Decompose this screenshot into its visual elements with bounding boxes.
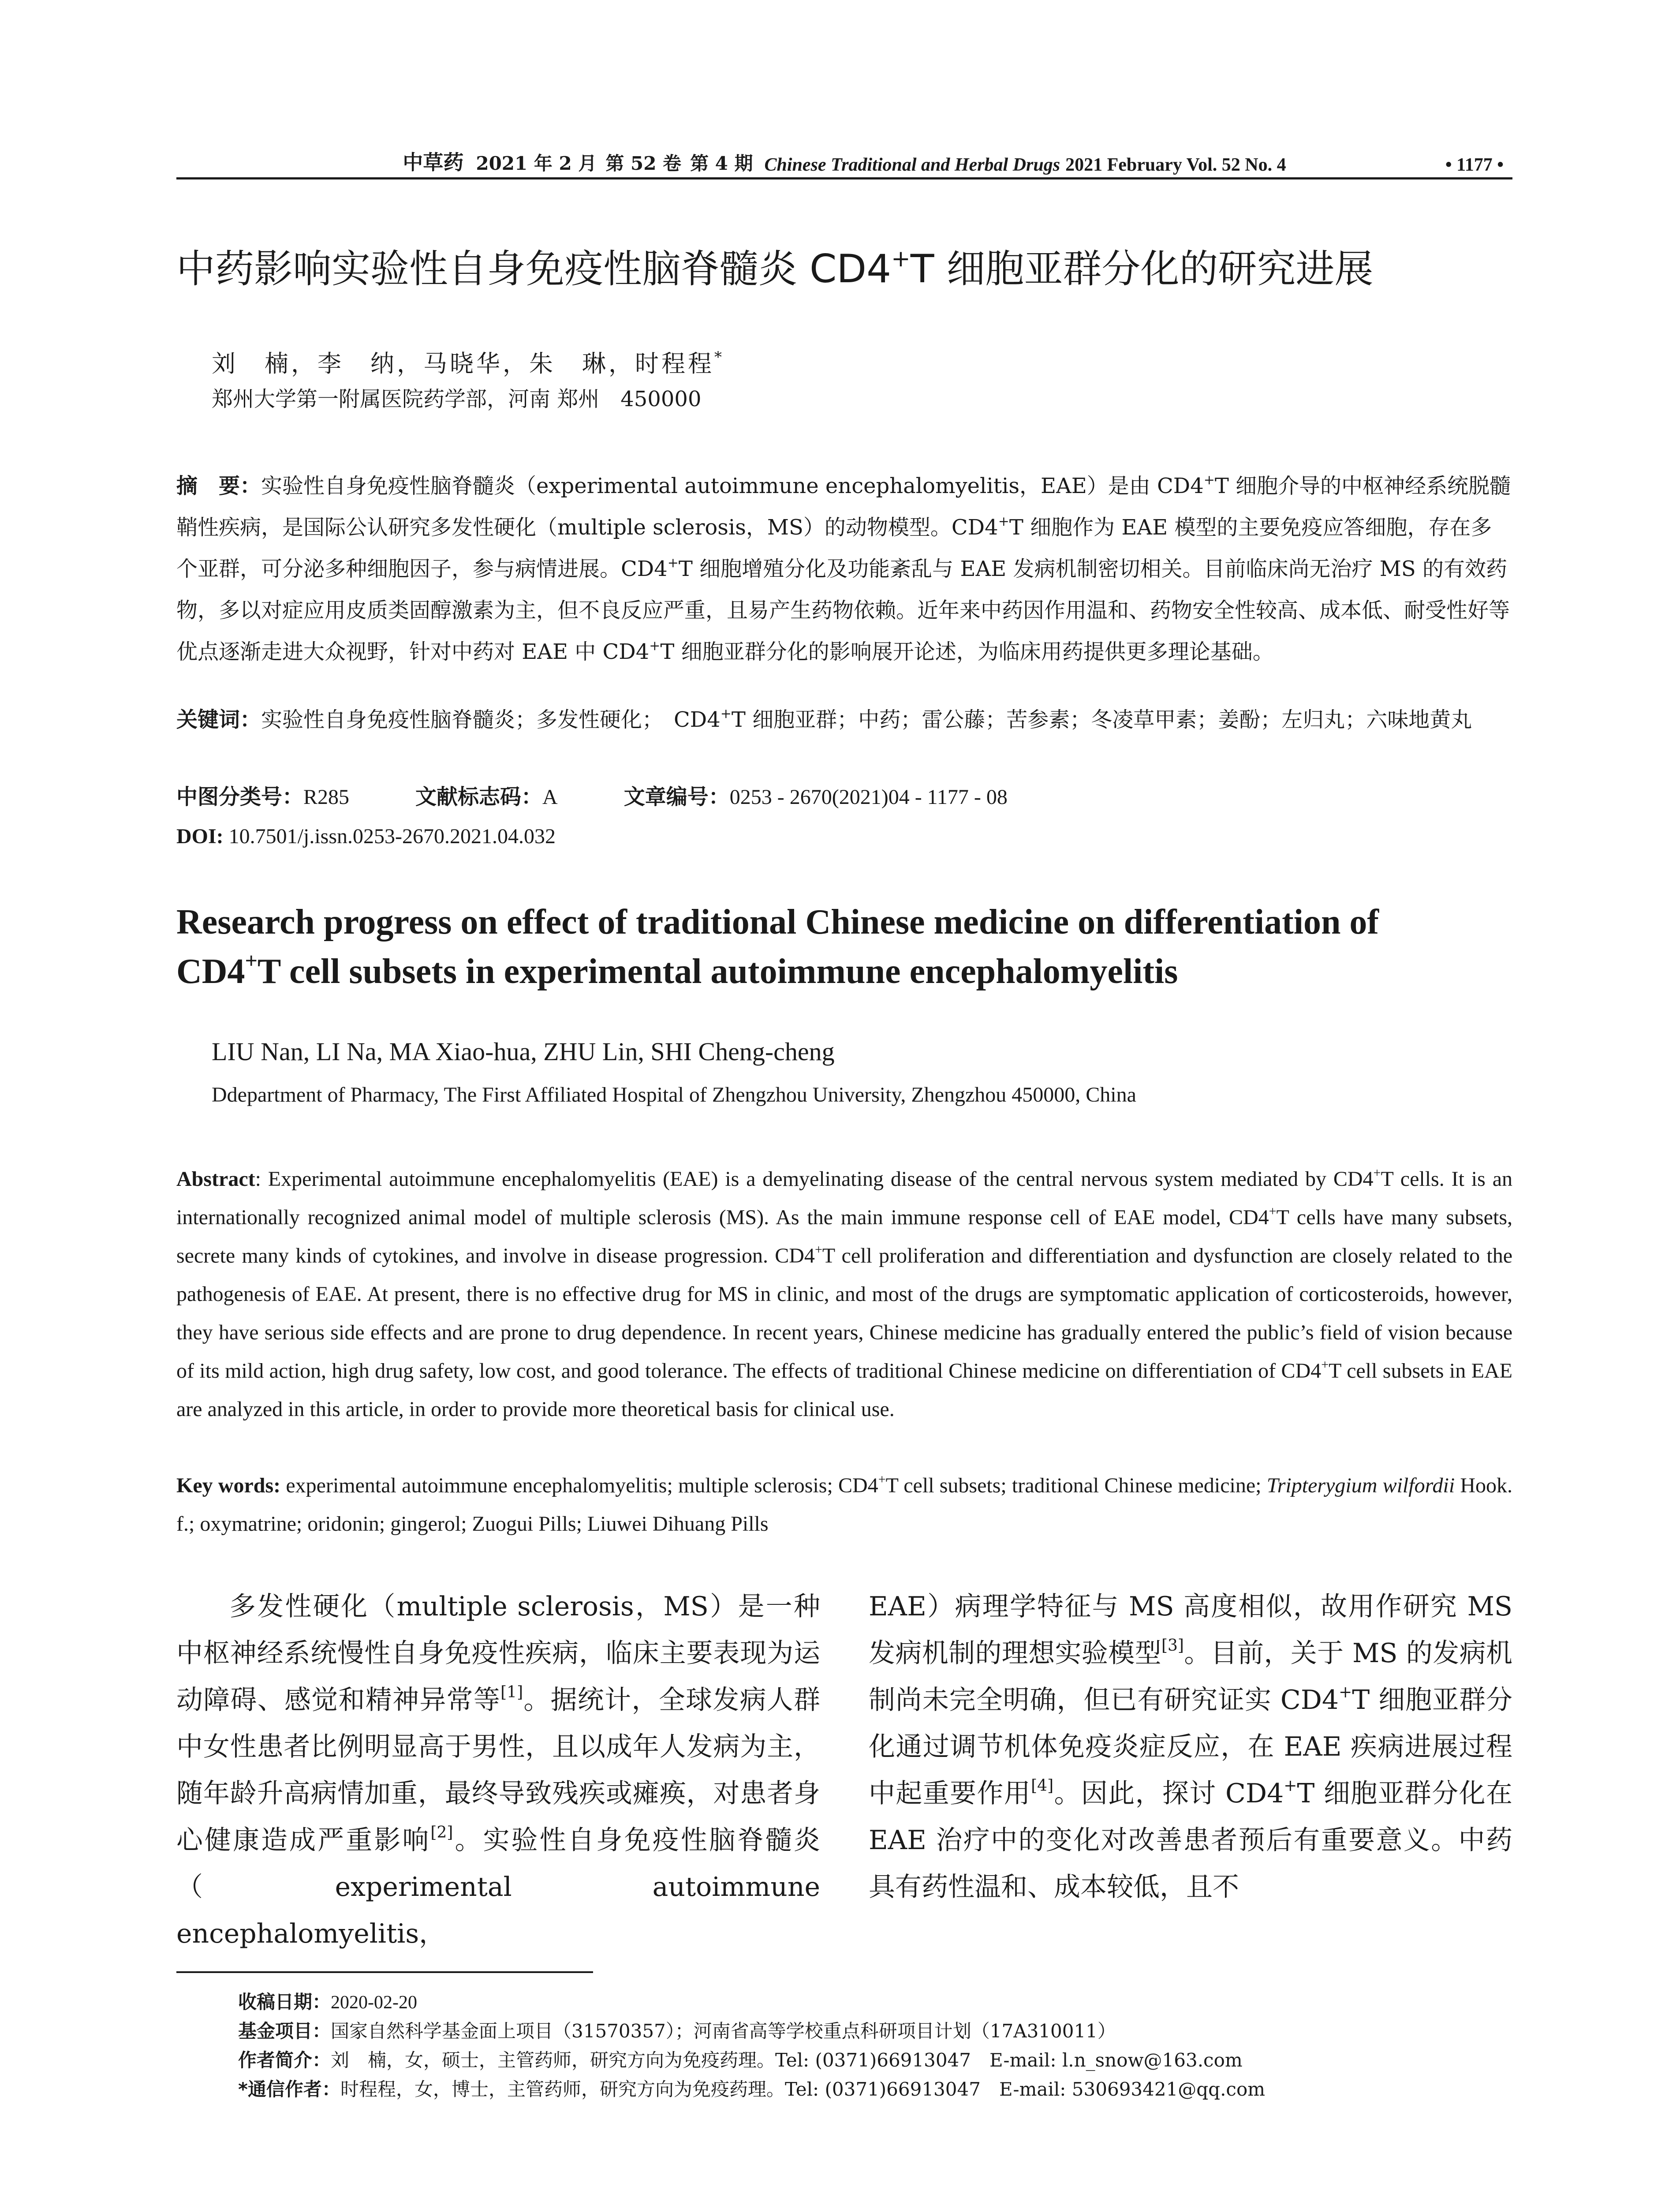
body-column-left (176, 1583, 820, 1957)
abstract-en-text-5: T cell subsets in EAE are analyzed in this article, in order to provide more theoretical basis for clinical use. (176, 1359, 1513, 1421)
doi-label: DOI: (176, 825, 224, 848)
body-left-text-3: 。实验性自身免疫性脑脊髓炎（experimental autoimmune encephalomyelitis， (176, 1825, 821, 1949)
page-number: • 1177 • (1445, 155, 1504, 175)
classification-line (176, 776, 1512, 818)
clc-label: 中图分类号： (176, 785, 304, 809)
title-en (176, 897, 1512, 996)
keywords-en-sup: + (878, 1472, 886, 1487)
doi-line (176, 816, 1512, 857)
document-code-label: 文献标志码： (415, 785, 543, 809)
body-right-text-2: 。目前，关于 MS 的发病机制尚未完全明确，但已有研究证实 CD4 (869, 1638, 1513, 1715)
journal-name-en: Chinese Traditional and Herbal Drugs (764, 155, 1060, 175)
abstract-en-sup-2: + (1269, 1204, 1277, 1218)
keywords-cn-label: 关键词： (176, 707, 261, 732)
abstract-cn-text-4: T 细胞增殖分化及功能紊乱与 EAE 发病机制密切相关。目前临床尚无治疗 MS 的有效药物，多以对症应用皮质类固醇激素为主，但不良反应严重，且易产生药物依赖。近年来中药因作用温和、药物安全性较高、成本低、耐受性好等优点逐渐走进大众视野，针对中药对 EAE 中 CD4 (176, 557, 1510, 664)
title-en-cd4: CD4 (176, 952, 245, 991)
citation-4[interactable]: [4] (1031, 1777, 1054, 1795)
keywords-en-text-3: Hook. f.; oxymatrine; oridonin; gingerol; Zuogui Pills; Liuwei Dihuang Pills (176, 1474, 1513, 1536)
received-label: 收稿日期： (238, 1991, 331, 2013)
footnote-author (238, 2046, 1243, 2074)
abstract-cn-text-1: 实验性自身免疫性脑脊髓炎（experimental autoimmune encephalomyelitis，EAE）是由 CD4 (261, 474, 1204, 498)
title-en-line1: Research progress on effect of traditional Chinese medicine on differentiation of (176, 903, 1379, 942)
keywords-cn-text-2: T 细胞亚群；中药；雷公藤；苦参素；冬凌草甲素；姜酚；左归丸；六味地黄丸 (731, 707, 1472, 732)
body-left-text-2: 。据统计，全球发病人群中女性患者比例明显高于男性，且以成年人发病为主，随年龄升高病情加重，最终导致残疾或瘫痪，对患者身心健康造成严重影响 (176, 1685, 821, 1856)
running-header (176, 140, 1512, 176)
citation-2[interactable]: [2] (430, 1824, 453, 1842)
footnote-received (238, 1988, 417, 2017)
body-column-right (869, 1583, 1512, 1910)
footnote-fund (238, 2017, 1116, 2045)
abstract-en-sup-4: + (1321, 1357, 1329, 1372)
body-left-text-1: 多发性硬化（multiple sclerosis，MS）是一种中枢神经系统慢性自身免疫性疾病，临床主要表现为运动障碍、感觉和精神异常等 (176, 1591, 820, 1715)
body-right-text-4: 。因此，探讨 CD4 (1053, 1778, 1284, 1809)
keywords-cn (176, 699, 1512, 740)
corresponding-label: *通信作者： (238, 2078, 340, 2100)
abstract-en-sup-3: + (814, 1242, 822, 1257)
abstract-en-label: Abstract (176, 1167, 255, 1191)
affiliation-cn: 郑州大学第一附属医院药学部，河南 郑州 450000 (212, 387, 702, 411)
authors-cn-names: 刘 楠，李 纳，马晓华，朱 琳，时程程 (212, 350, 714, 377)
clc-value: R285 (303, 785, 350, 809)
journal-brand: 中草药 (403, 150, 464, 174)
header-rule (176, 177, 1512, 179)
citation-3[interactable]: [3] (1161, 1637, 1184, 1655)
issue-cn-number: 第 4 期 (690, 153, 753, 174)
keywords-cn-text-1: 实验性自身免疫性脑脊髓炎；多发性硬化； CD4 (261, 707, 721, 732)
received-value: 2020-02-20 (331, 1992, 417, 2013)
abstract-cn (176, 465, 1512, 673)
authors-cn (212, 340, 724, 381)
abstract-en-text-3: T cells have many subsets, secrete many kinds of cytokines, and involve in disease progression. CD4 (176, 1206, 1513, 1267)
keywords-en-text-2: T cell subsets; traditional Chinese medicine; (885, 1474, 1267, 1497)
footnote-corresponding (238, 2075, 1265, 2104)
title-cn-part2: T 细胞亚群分化的研究进展 (910, 246, 1374, 292)
author-bio-label: 作者简介： (238, 2049, 331, 2071)
footnote-rule (176, 1971, 593, 1973)
abstract-cn-sup-4: + (649, 638, 661, 654)
body-right-text-3: T 细胞亚群分化通过调节机体免疫炎症反应，在 EAE 疾病进展过程中起重要作用 (869, 1685, 1512, 1809)
abstract-en (176, 1160, 1512, 1428)
body-right-text-5: T 细胞亚群分化在 EAE 治疗中的变化对改善患者预后有重要意义。中药具有药性温和、成本较低，且不 (869, 1778, 1513, 1902)
abstract-en-text-2: T cells. It is an internationally recognized animal model of multiple sclerosis (MS). As the main immune response cell of EAE model, CD4 (176, 1167, 1512, 1229)
title-en-superscript: + (245, 948, 258, 973)
citation-1[interactable]: [1] (500, 1683, 523, 1701)
fund-value: 国家自然科学基金面上项目（31570357）；河南省高等学校重点科研项目计划（17A310011） (331, 2020, 1116, 2042)
authors-en: LIU Nan, LI Na, MA Xiao-hua, ZHU Lin, SHI Cheng-cheng (212, 1037, 835, 1066)
abstract-cn-sup-3: + (667, 555, 679, 571)
body-right-sup-2: + (1284, 1777, 1297, 1795)
abstract-cn-text-3: T 细胞作为 EAE 模型的主要免疫应答细胞，存在多个亚群，可分泌多种细胞因子，参与病情进展。CD4 (176, 515, 1492, 581)
article-id-value: 0253 - 2670(2021)04 - 1177 - 08 (729, 785, 1008, 809)
body-right-text-1: EAE）病理学特征与 MS 高度相似，故用作研究 MS 发病机制的理想实验模型 (869, 1591, 1512, 1669)
fund-label: 基金项目： (238, 2020, 331, 2042)
title-cn (176, 240, 1512, 298)
title-en-line2: T cell subsets in experimental autoimmune encephalomyelitis (258, 952, 1178, 991)
keywords-cn-sup: + (720, 706, 732, 721)
keywords-en-label: Key words: (176, 1474, 281, 1497)
corresponding-value: 时程程，女，博士，主管药师，研究方向为免疫药理。Tel: (0371)66913047 E-mail: 530693421@qq.com (340, 2078, 1266, 2100)
abstract-cn-text-5: T 细胞亚群分化的影响展开论述，为临床用药提供更多理论基础。 (660, 639, 1274, 664)
title-cn-superscript: + (891, 246, 911, 272)
abstract-cn-label: 摘 要： (176, 474, 261, 498)
body-right-sup-1: + (1339, 1683, 1352, 1701)
keywords-en-italic: Tripterygium wilfordii (1266, 1474, 1455, 1497)
keywords-en (176, 1466, 1512, 1543)
doi-value[interactable]: 10.7501/j.issn.0253-2670.2021.04.032 (223, 825, 556, 848)
abstract-cn-sup-1: + (1203, 472, 1215, 488)
title-cn-part1: 中药影响实验性自身免疫性脑脊髓炎 CD4 (176, 246, 892, 292)
abstract-en-text-4: T cell proliferation and differentiation and dysfunction are closely related to the pathogenesis of EAE. At present, there is no effective drug for MS in clinic, and most of the drugs are symptomatic application of corticosteroids, however, they have serious side effects and are prone to drug dependence. In recent years, Chinese medicine has gradually entered the public’s field of vision because of its mild action, high drug safety, low cost, and good tolerance. The effects of traditional Chinese medicine on differentiation of CD4 (176, 1244, 1512, 1383)
issue-cn-volume: 第 52 卷 (605, 153, 682, 174)
article-id-label: 文章编号： (623, 785, 730, 809)
abstract-cn-text-2: T 细胞介导的中枢神经系统脱髓鞘性疾病，是国际公认研究多发性硬化（multiple sclerosis，MS）的动物模型。CD4 (176, 474, 1511, 540)
abstract-cn-sup-2: + (998, 514, 1009, 529)
issue-en: 2021 February Vol. 52 No. 4 (1065, 155, 1286, 175)
corresponding-mark: * (714, 348, 724, 366)
affiliation-en: Ddepartment of Pharmacy, The First Affiliated Hospital of Zhengzhou University, Zhengzhou 450000, China (212, 1083, 1136, 1106)
document-code-value: A (542, 785, 558, 809)
abstract-en-text-1: : Experimental autoimmune encephalomyelitis (EAE) is a demyelinating disease of the central nervous system mediated by CD4 (255, 1167, 1374, 1191)
abstract-en-sup-1: + (1373, 1166, 1381, 1180)
keywords-en-text-1: experimental autoimmune encephalomyelitis; multiple sclerosis; CD4 (280, 1474, 878, 1497)
issue-cn-year: 2021 年 2 月 (476, 153, 597, 174)
author-bio-value: 刘 楠，女，硕士，主管药师，研究方向为免疫药理。Tel: (0371)66913047 E-mail: l.n_snow@163.com (331, 2049, 1243, 2071)
